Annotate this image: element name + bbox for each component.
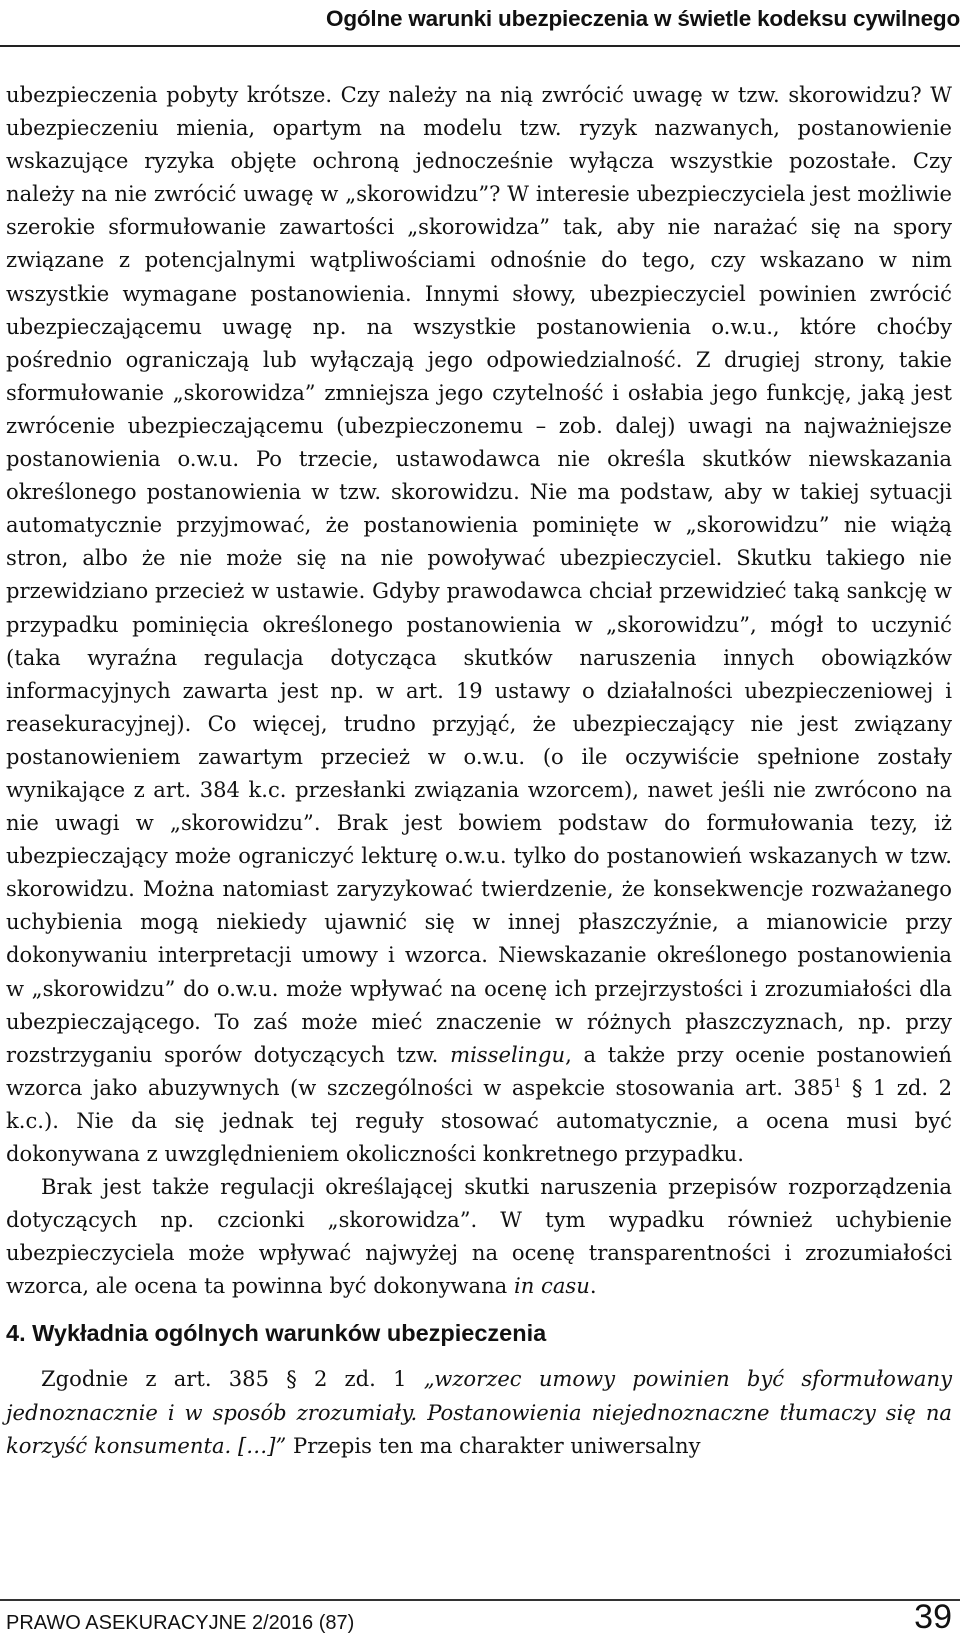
header-rule (0, 45, 960, 47)
footer-journal-name: PRAWO ASEKURACYJNE 2/2016 (87) (6, 1612, 355, 1634)
paragraph-continued (6, 78, 952, 1170)
running-head-title: Ogólne warunki ubezpieczenia w świetle kodeksu cywilnego (326, 6, 960, 31)
page-number: 39 (914, 1598, 952, 1636)
paragraph1-part3: § 1 zd. 2 k.c.). Nie da się jednak tej reguły stosować automatycznie, a ocena musi być dokonywana z uwzględnieniem okoliczności konkretnego przypadku. (6, 1074, 952, 1166)
footer-rule (0, 1599, 960, 1601)
paragraph-regulation (6, 1170, 952, 1302)
paragraph-interpretation (6, 1362, 952, 1461)
paragraph1-part1: ubezpieczenia pobyty krótsze. Czy należy na nią zwrócić uwagę w tzw. skorowidzu? W ubezpieczeniu mienia, opartym na modelu tzw. ryzyk nazwanych, postanowienie wskazujące ryzyka objęte ochroną jednocześnie wyłącza wszystkie pozostałe. Czy należy na nie zwrócić uwagę w „skorowidzu”? W interesie ubezpieczyciela jest możliwie szerokie sformułowanie zawartości „skorowidza” tak, aby nie narażać się na spory związane z potencjalnymi wątpliwościami odnośnie do tego, czy wskazano w nim wszystkie wymagane postanowienia. Innymi słowy, ubezpieczyciel powinien zwrócić ubezpieczającemu uwagę np. na wszystkie postanowienia o.w.u., które choćby pośrednio ograniczają lub wyłączają jego odpowiedzialność. Z drugiej strony, takie sformułowanie „skorowidza” zmniejsza jego czytelność i osłabia jego funkcję, jaką jest zwrócenie ubezpieczającemu (ubezpieczonemu – zob. dalej) uwagi na najważniejsze postanowienia o.w.u. Po trzecie, ustawodawca nie określa skutków niewskazania określonego postanowienia w tzw. skorowidzu. Nie ma podstaw, aby w takiej sytuacji automatycznie przyjmować, że postanowienia pominięte w „skorowidzu” nie wiążą stron, albo że nie może się na nie powoływać ubezpieczyciel. Skutku takiego nie przewidziano przecież w ustawie. Gdyby prawodawca chciał przewidzieć taką sankcję w przypadku pominięcia określonego postanowienia w „skorowidzu”, mógł to uczynić (taka wyraźna regulacja dotycząca skutków naruszenia innych obowiązków informacyjnych zawarta jest np. w art. 19 ustawy o działalności ubezpieczeniowej i reasekuracyjnej). Co więcej, trudno przyjąć, że ubezpieczający nie jest związany postanowieniem zawartym przecież w o.w.u. (o ile oczywiście spełnione zostały wynikające z art. 384 k.c. przesłanki związania wzorcem), nawet jeśli nie zwrócono na nie uwagi w „skorowidzu”. Brak jest bowiem podstaw do formułowania tezy, iż ubezpieczający może ograniczyć lekturę o.w.u. tylko do postanowień wskazanych w tzw. skorowidzu. Można natomiast zaryzykować twierdzenie, że konsekwencje rozważanego uchybienia mogą niekiedy ujawnić się w innej płaszczyźnie, a mianowicie przy dokonywaniu interpretacji umowy i wzorca. Niewskazanie określonego postanowienia w „skorowidzu” do o.w.u. może wpływać na ocenę ich przejrzystości i zrozumiałości dla ubezpieczającego. To zaś może mieć znaczenie w różnych płaszczyznach, np. przy rozstrzyganiu sporów dotyczących tzw. (6, 82, 952, 1067)
italic-quote: „wzorzec umowy powinien być sformułowany jednoznacznie i w sposób zrozumiały. Postanowienia niejednoznaczne tłumaczy się na korzyść konsumenta. […]” (6, 1366, 952, 1458)
italic-term-in-casu: in casu (513, 1273, 590, 1299)
footnote-superscript: 1 (833, 1075, 842, 1090)
paragraph2-part1: Brak jest także regulacji określającej skutki naruszenia przepisów rozporządzenia dotyczących np. czcionki „skorowidza”. W tym wypadku również uchybienie ubezpieczyciela może wpływać najwyżej na ocenę transparentności i zrozumiałości wzorca, ale ocena ta powinna być dokonywana (6, 1174, 952, 1299)
paragraph3-part2: Przepis ten ma charakter uniwersalny (286, 1432, 701, 1458)
main-text (6, 78, 952, 1462)
italic-term-misselingu: misselingu (450, 1041, 566, 1067)
section-heading: 4. Wykładnia ogólnych warunków ubezpieczenia (6, 1320, 547, 1347)
paragraph1-part2: , a także przy ocenie postanowień wzorca jako abuzywnych (w szczególności w aspekcie stosowania art. 385 (6, 1041, 952, 1100)
paragraph2-part2: . (589, 1273, 597, 1299)
paragraph3-part1: Zgodnie z art. 385 § 2 zd. 1 (41, 1366, 424, 1392)
